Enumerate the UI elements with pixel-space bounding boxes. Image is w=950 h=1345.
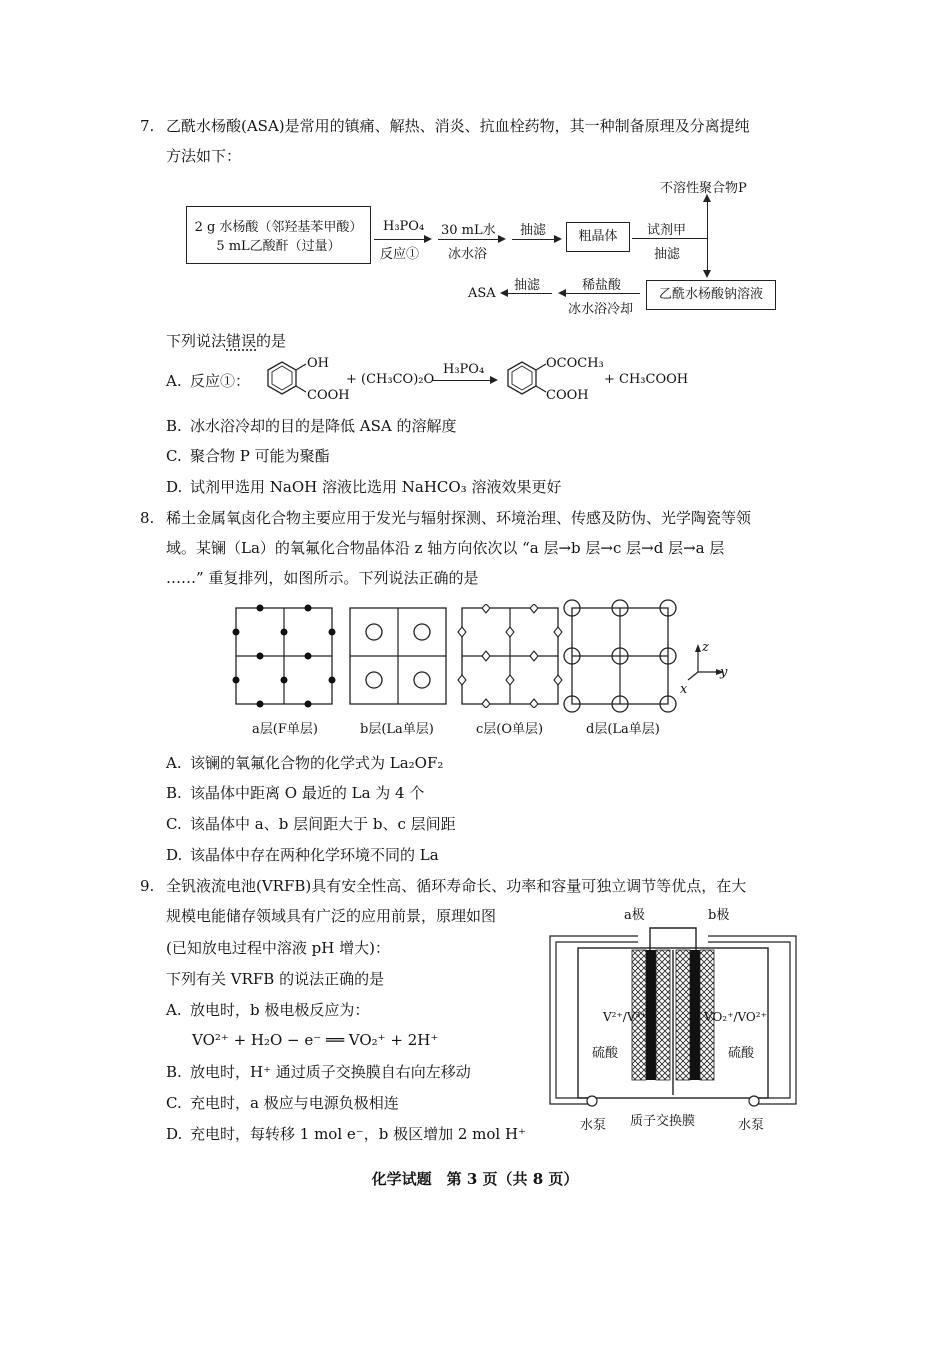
q9-option-b: B. 放电时，H⁺ 通过质子交换膜自右向左移动: [166, 1063, 471, 1081]
q9-option-a: A. 放电时，b 极电极反应为：: [166, 1001, 370, 1019]
q7-arrow3: [512, 239, 560, 240]
q8-option-a: A. 该镧的氧氟化合物的化学式为 La₂OF₂: [166, 754, 444, 772]
q7-a-reaction-arrow: [432, 380, 496, 381]
layer-b-label: b层(La单层): [360, 722, 434, 737]
b-pole-label: b极: [708, 908, 730, 923]
q7-a-ococh3: OCOCH₃: [546, 356, 604, 371]
q8-stem-line3: ……” 重复排列，如图所示。下列说法正确的是: [166, 569, 479, 587]
q7-branch-line: [707, 196, 708, 276]
q8-option-d: D. 该晶体中存在两种化学环境不同的 La: [166, 846, 439, 864]
q7-start-box: 2 g 水杨酸（邻羟基苯甲酸） 5 mL乙酸酐（过量）: [186, 206, 371, 264]
q9-stem-line3: (已知放电过程中溶液 pH 增大)：: [166, 939, 390, 957]
q7-arrow1: [374, 239, 430, 240]
q7-arrow1-top: H₃PO₄: [383, 219, 425, 234]
q7-prompt: 下列说法错误的是: [166, 332, 287, 350]
q7-crude-box: 粗晶体: [566, 222, 630, 252]
q7-a-byproduct: + CH₃COOH: [604, 372, 689, 387]
layer-c-grid: [456, 604, 564, 708]
q7-arrow2-top: 30 mL水: [441, 223, 496, 238]
q7-arrow2-bottom: 冰水浴: [448, 247, 488, 262]
q7-arrow5: [560, 293, 640, 294]
right-acid-label: 硫酸: [728, 1046, 755, 1061]
q9-number: 9.: [140, 877, 155, 895]
q7-arrow4-top: 试剂甲: [647, 223, 687, 238]
q7-number: 7.: [140, 117, 155, 135]
page-footer: 化学试题 第 3 页（共 8 页）: [371, 1170, 579, 1188]
q7-arrow5-top: 稀盐酸: [582, 278, 622, 293]
q7-polymer-label: 不溶性聚合物P: [660, 181, 747, 196]
q9-stem-line2: 规模电能储存领域具有广泛的应用前景，原理如图: [166, 907, 497, 925]
q7-a-cooh1: COOH: [307, 388, 350, 403]
q7-arrow4-bottom: 抽滤: [654, 247, 681, 262]
q7-product: ASA: [468, 286, 496, 301]
q9-option-d: D. 充电时，每转移 1 mol e⁻，b 极区增加 2 mol H⁺: [166, 1125, 526, 1143]
q7-a-cooh2: COOH: [546, 388, 589, 403]
q9-option-a-equation: VO²⁺ + H₂O − e⁻ ══ VO₂⁺ + 2H⁺: [192, 1031, 439, 1049]
left-couple-label: V²⁺/V³⁺: [603, 1010, 647, 1024]
q7-arrow2: [438, 239, 504, 240]
q7-stem-line2: 方法如下：: [166, 147, 242, 165]
layer-d-label: d层(La单层): [586, 722, 660, 737]
layer-c-label: c层(O单层): [476, 722, 544, 737]
q7-arrow4-line: [632, 238, 707, 239]
layer-b-grid: [346, 604, 450, 708]
q8-option-b: B. 该晶体中距离 O 最近的 La 为 4 个: [166, 784, 425, 802]
axis-z-label: z: [702, 640, 709, 655]
q7-arrow5-bottom: 冰水浴冷却: [568, 302, 634, 317]
a-pole-label: a极: [624, 908, 645, 923]
axis-y-label: y: [720, 665, 728, 680]
q9-option-c: C. 充电时，a 极应与电源负极相连: [166, 1094, 399, 1112]
q7-option-d: D. 试剂甲选用 NaOH 溶液比选用 NaHCO₃ 溶液效果更好: [166, 478, 562, 496]
q7-sodium-box: 乙酰水杨酸钠溶液: [646, 280, 776, 310]
q8-stem-line1: 8. 稀土金属氧卤化合物主要应用于发光与辐射探测、环境治理、传感及防伪、光学陶瓷等领: [140, 509, 752, 527]
q7-a-catalyst: H₃PO₄: [443, 362, 485, 377]
q7-stem-line1: 7. 乙酰水杨酸(ASA)是常用的镇痛、解热、消炎、抗血栓药物，其一种制备原理及分离提纯: [140, 117, 750, 135]
q7-arrow6-top: 抽滤: [514, 278, 541, 293]
q7-arrow1-bottom: 反应①: [380, 247, 420, 262]
layer-d-grid: [560, 596, 680, 716]
q7-down-arrowhead: [703, 270, 711, 278]
layer-a-grid: [232, 604, 336, 708]
q7-arrow3-top: 抽滤: [520, 223, 547, 238]
q7-option-b: B. 冰水浴冷却的目的是降低 ASA 的溶解度: [166, 417, 457, 435]
q9-stem-line4: 下列有关 VRFB 的说法正确的是: [166, 970, 385, 988]
q8-option-c: C. 该晶体中 a、b 层间距大于 b、c 层间距: [166, 815, 456, 833]
q7-a-oh: OH: [307, 356, 329, 371]
right-pump-label: 水泵: [738, 1118, 765, 1133]
q8-stem-line2: 域。某镧（La）的氧氟化合物晶体沿 z 轴方向依次以 “a 层→b 层→c 层→d 层→a 层: [166, 539, 725, 557]
q9-stem-line1: 9. 全钒液流电池(VRFB)具有安全性高、循环寿命长、功率和容量可独立调节等优点，在大: [140, 877, 747, 895]
q7-arrow6: [502, 293, 552, 294]
layer-a-label: a层(F单层): [252, 722, 318, 737]
axis-x-label: x: [680, 682, 688, 697]
q7-option-c: C. 聚合物 P 可能为聚酯: [166, 447, 330, 465]
right-couple-label: VO₂⁺/VO²⁺: [704, 1010, 767, 1024]
q8-number: 8.: [140, 509, 155, 527]
q7-option-a: A. 反应①：: [166, 372, 251, 390]
left-acid-label: 硫酸: [592, 1046, 619, 1061]
left-pump-label: 水泵: [580, 1118, 607, 1133]
q7-a-reagent: + (CH₃CO)₂O: [346, 372, 435, 387]
membrane-label: 质子交换膜: [630, 1114, 696, 1129]
